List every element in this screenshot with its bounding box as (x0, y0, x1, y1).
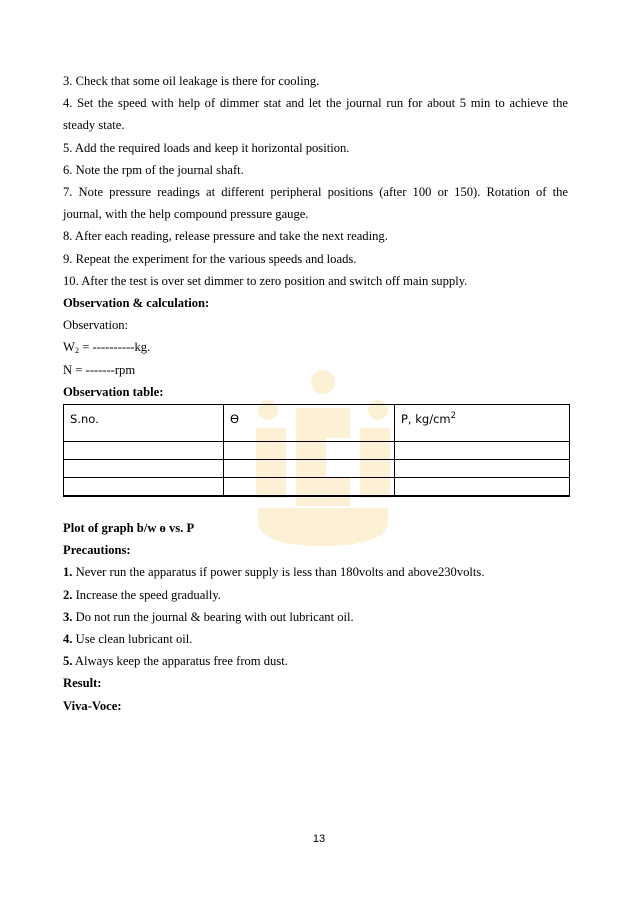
table-row (64, 460, 570, 478)
precaution-text: Always keep the apparatus free from dust. (74, 654, 288, 669)
observation-table-heading: Observation table: (63, 384, 164, 399)
precaution-number: 3. (63, 609, 73, 624)
result-heading: Result: (63, 676, 102, 691)
precautions-list (63, 561, 568, 672)
page-number: 13 (312, 833, 326, 845)
observation-table (63, 404, 570, 497)
pressure-unit-exponent: 2 (450, 411, 457, 422)
table-header-sno: S.no. (64, 405, 224, 442)
step-5: 5. Add the required loads and keep it horizontal position. (63, 140, 350, 155)
precaution-text: Do not run the journal & bearing with out lubricant oil. (75, 609, 354, 624)
document-body (63, 70, 568, 717)
step-4: 4. Set the speed with help of dimmer stat and let the journal run for about 5 min to achieve the steady state. (63, 96, 568, 133)
precaution-item (63, 584, 568, 606)
observation-label: Observation: (63, 318, 129, 333)
precautions-heading: Precautions: (63, 543, 131, 558)
pressure-unit: P, kg/cm (401, 412, 451, 427)
precaution-text: Use clean lubricant oil. (75, 632, 193, 647)
table-cell (224, 478, 395, 497)
table-cell (64, 442, 224, 460)
step-9: 9. Repeat the experiment for the various speeds and loads. (63, 251, 357, 266)
graph-instruction: Plot of graph b/w ө vs. P (63, 521, 195, 536)
n-line: N = -------rpm (63, 362, 136, 377)
step-3: 3. Check that some oil leakage is there for cooling. (63, 74, 320, 88)
step-10: 10. After the test is over set dimmer to zero position and switch off main supply. (63, 273, 468, 288)
w2-line (63, 336, 568, 358)
w-value: = ----------kg. (79, 340, 151, 355)
precaution-item (63, 650, 568, 672)
table-cell (64, 460, 224, 478)
table-cell (224, 442, 395, 460)
step-8: 8. After each reading, release pressure and take the next reading. (63, 229, 388, 244)
table-cell (395, 478, 570, 497)
precaution-item (63, 606, 568, 628)
table-row (64, 478, 570, 497)
precaution-item (63, 628, 568, 650)
table-cell (395, 442, 570, 460)
w-symbol: W (63, 340, 75, 355)
table-header-row (64, 405, 570, 442)
table-cell (395, 460, 570, 478)
step-7: 7. Note pressure readings at different peripheral positions (after 100 or 150). Rotation of the journal, with the help compound pressure gauge. (63, 185, 568, 222)
table-cell (224, 460, 395, 478)
table-header-pressure (395, 405, 570, 442)
viva-voce-heading: Viva-Voce: (63, 698, 122, 713)
observation-heading: Observation & calculation: (63, 296, 210, 311)
precaution-item (63, 561, 568, 583)
precaution-text: Increase the speed gradually. (75, 587, 221, 602)
step-6: 6. Note the rpm of the journal shaft. (63, 162, 244, 177)
table-row (64, 442, 570, 460)
table-header-theta: Ө (224, 405, 395, 442)
w-subscript: 2 (74, 345, 80, 356)
precaution-number: 5. (63, 654, 73, 669)
table-body (64, 442, 570, 497)
precaution-number: 4. (63, 632, 73, 647)
table-cell (64, 478, 224, 497)
precaution-number: 1. (63, 565, 73, 580)
precaution-text: Never run the apparatus if power supply is less than 180volts and above230volts. (75, 565, 485, 580)
precaution-number: 2. (63, 587, 73, 602)
